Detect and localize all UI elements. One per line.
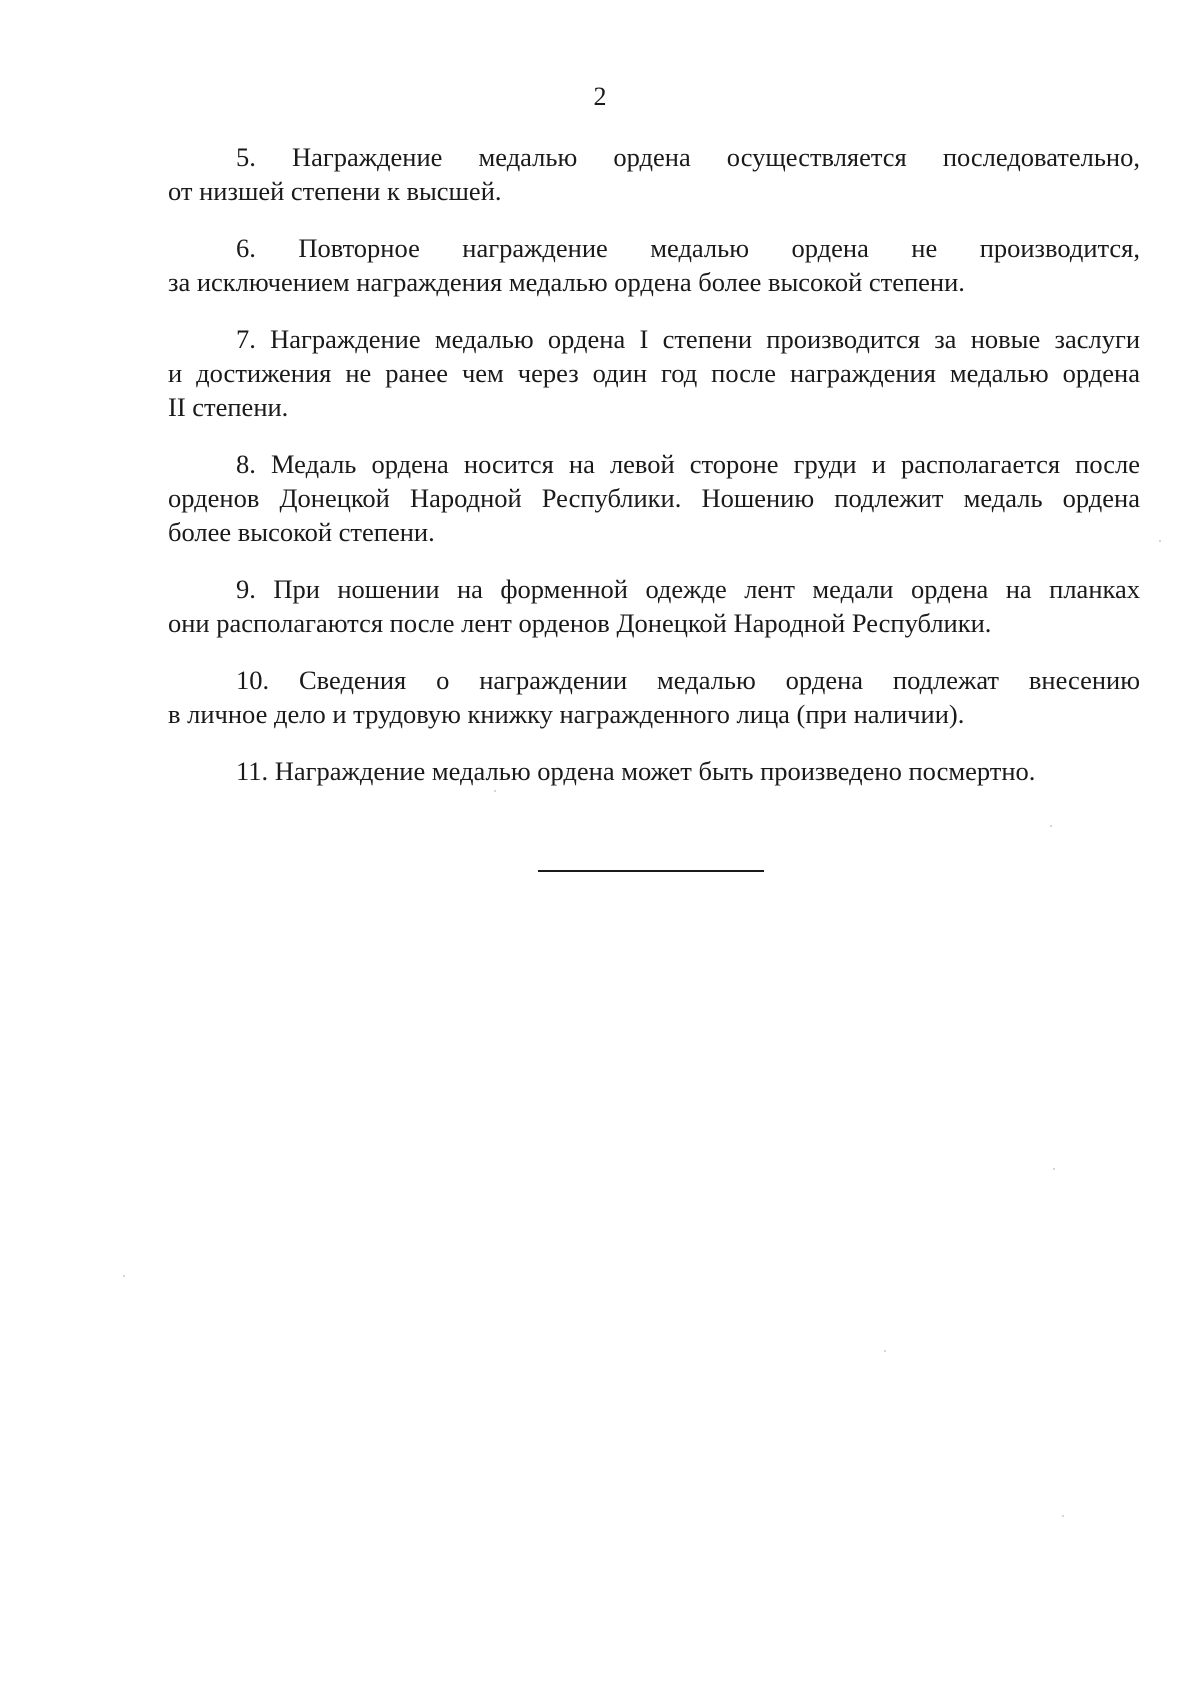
paragraph-line: 8. Медаль ордена носится на левой стороне груди и располагается после	[236, 449, 1140, 479]
scan-speck	[494, 790, 496, 792]
paragraph-5	[168, 140, 1140, 208]
paragraph-9	[168, 572, 1140, 640]
paragraph-line: 6. Повторное награждение медалью ордена не производится,	[236, 233, 1140, 263]
document-body	[168, 140, 1140, 811]
paragraph-line: 9. При ношении на форменной одежде лент медали ордена на планках	[236, 574, 1140, 604]
paragraph-7	[168, 322, 1140, 424]
scan-speck	[884, 1350, 886, 1352]
end-of-text-rule	[538, 870, 764, 872]
paragraph-line: они располагаются после лент орденов Донецкой Народной Республики.	[168, 608, 992, 638]
paragraph-line: 7. Награждение медалью ордена I степени производится за новые заслуги	[236, 324, 1140, 354]
paragraph-11	[168, 754, 1140, 788]
paragraph-6	[168, 231, 1140, 299]
scan-speck	[1159, 540, 1161, 542]
paragraph-10	[168, 663, 1140, 731]
paragraph-line: за исключением награждения медалью ордена более высокой степени.	[168, 267, 965, 297]
paragraph-line: II степени.	[168, 392, 289, 422]
paragraph-line: от низшей степени к высшей.	[168, 176, 502, 206]
scan-speck	[1053, 1168, 1055, 1170]
paragraph-line: в личное дело и трудовую книжку награжденного лица (при наличии).	[168, 699, 965, 729]
scan-speck	[123, 1275, 125, 1277]
scan-speck	[1062, 1515, 1064, 1517]
paragraph-8	[168, 447, 1140, 549]
page-number: 2	[593, 82, 607, 111]
paragraph-line: 5. Награждение медалью ордена осуществляется последовательно,	[236, 142, 1140, 172]
paragraph-line: и достижения не ранее чем через один год после награждения медалью ордена	[168, 358, 1140, 388]
paragraph-line: 11. Награждение медалью ордена может быть произведено посмертно.	[236, 756, 1036, 786]
paragraph-line: более высокой степени.	[168, 517, 435, 547]
paragraph-line: 10. Сведения о награждении медалью ордена подлежат внесению	[236, 665, 1140, 695]
scan-speck	[1050, 825, 1052, 827]
paragraph-line: орденов Донецкой Народной Республики. Ношению подлежит медаль ордена	[168, 483, 1140, 513]
